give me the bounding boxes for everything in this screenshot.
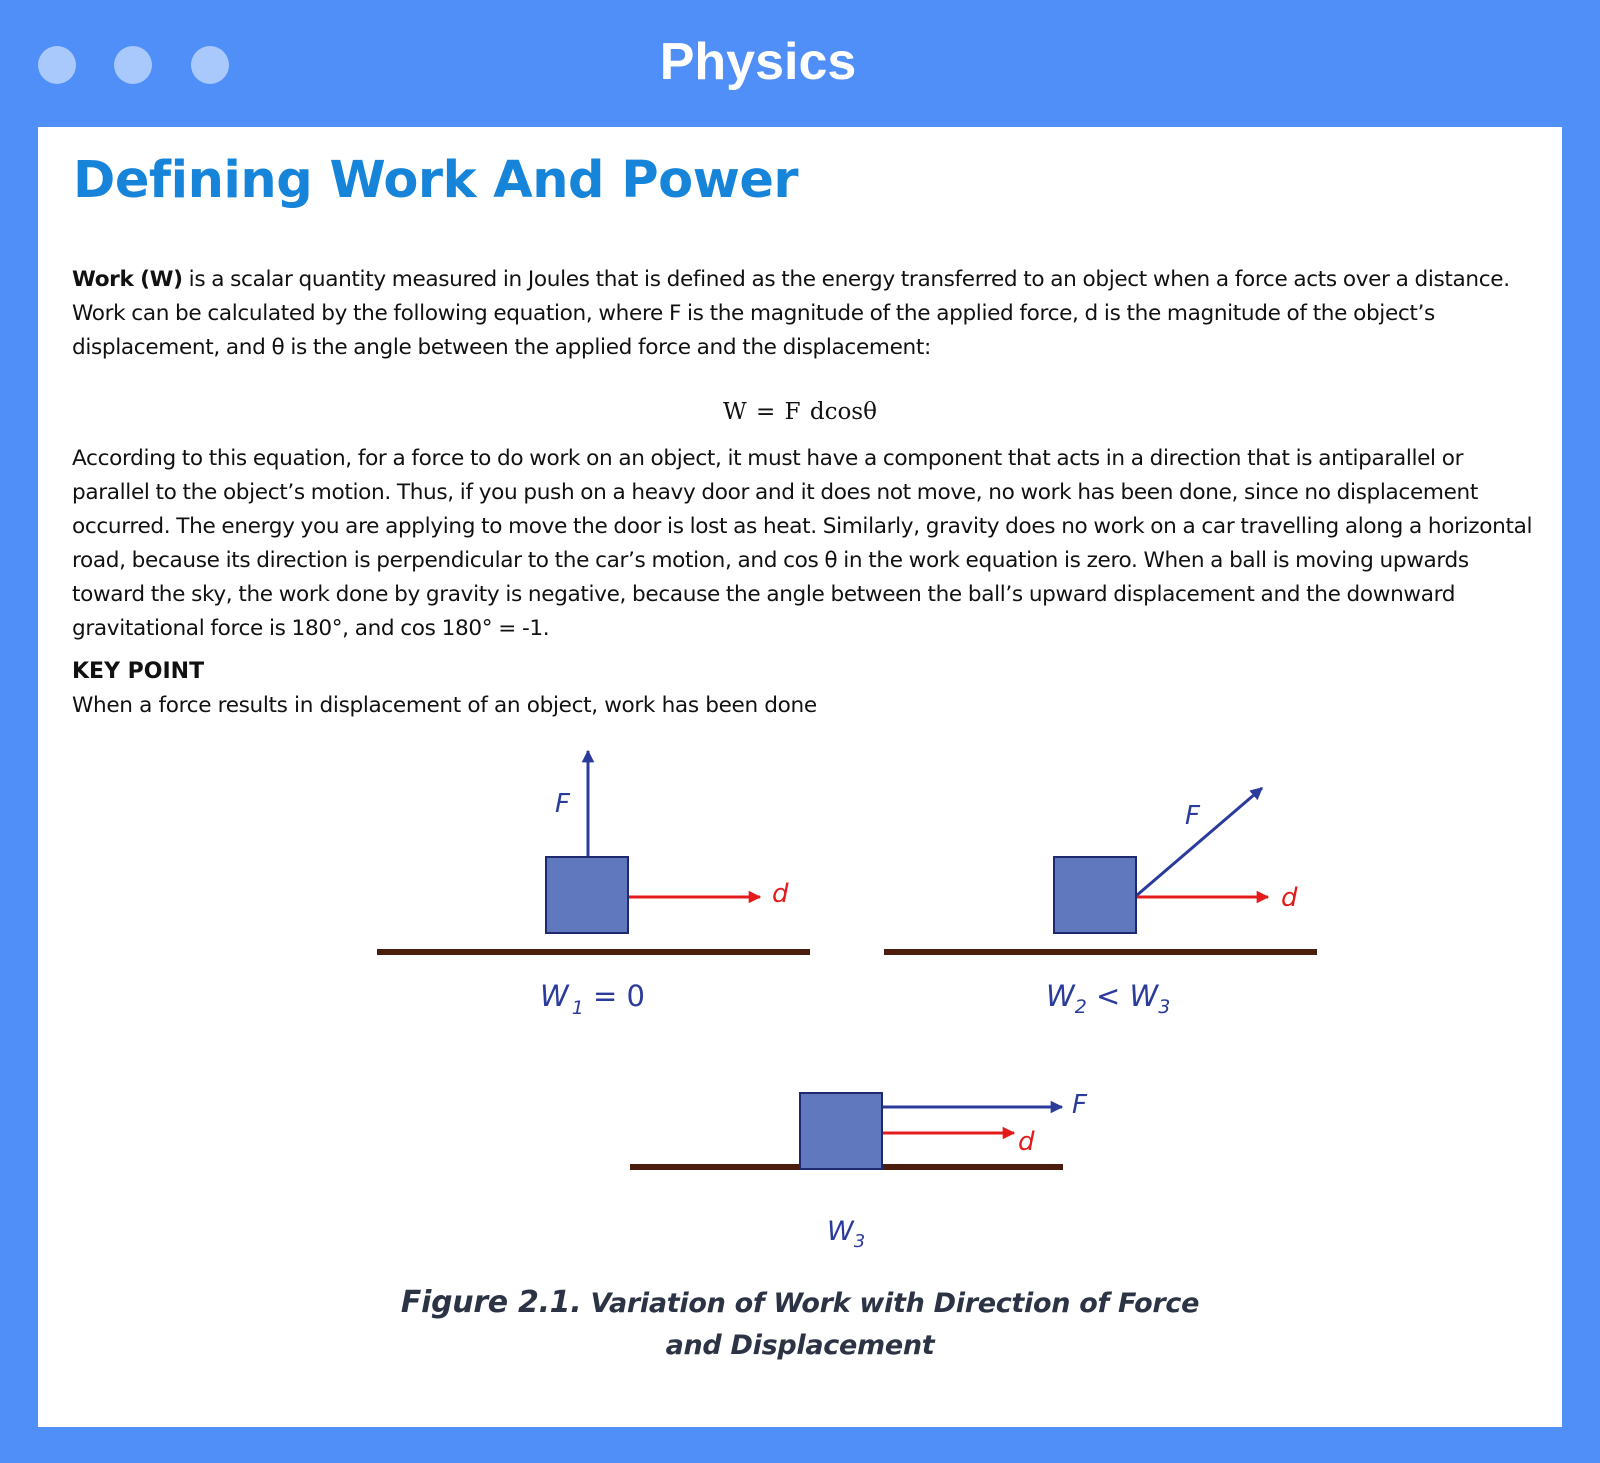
force-label: F — [1072, 1090, 1087, 1120]
explanation-paragraph: According to this equation, for a force to do work on an object, it must have a component that acts in a direction that is antiparallel or parallel to the object’s motion. Thus, if you push on a heavy door and it does not move, no work has been done, since no displacement occurred. The energy you are applying to move the door is lost as heat. Similarly, gravity does no work on a car travelling along a horizontal road, because its direction is perpendicular to the car’s motion, and cos θ in the work equation is zero. When a ball is moving upwards toward the sky, the work done by gravity is negative, because the angle between the ball’s upward displacement and the downward gravitational force is 180°, and cos 180° = -1. — [72, 446, 1533, 641]
force-label: F — [1185, 801, 1200, 831]
figure-caption — [400, 1282, 1200, 1367]
figure-number: Figure 2.1. — [400, 1285, 582, 1320]
diagram-perpendicular-force — [377, 751, 810, 1019]
title-bar — [0, 0, 1600, 127]
window-title: Physics — [659, 33, 857, 91]
result-label-w1: W $_1$ = 0 — [540, 979, 645, 1019]
page-title: Defining Work And Power — [73, 151, 799, 210]
block — [546, 857, 628, 933]
work-equation: W = F dcosθ — [723, 399, 877, 425]
result-label-w3: $W_3$ — [827, 1216, 866, 1252]
work-term: Work (W) — [72, 267, 183, 292]
content-panel — [38, 127, 1562, 1427]
diagram-angled-force — [884, 788, 1317, 1018]
displacement-label: d — [772, 879, 789, 909]
force-label: F — [555, 789, 570, 819]
block — [1054, 857, 1136, 933]
displacement-label: d — [1281, 883, 1298, 913]
displacement-label: d — [1018, 1127, 1035, 1157]
intro-text: is a scalar quantity measured in Joules that is defined as the energy transferred to an object when a force acts over a distance. Work can be calculated by the following equation, where F is the magnitude of the applied force, d is the magnitude of the object’s displacement, and θ is the angle between the applied force and the displacement: — [72, 267, 1510, 360]
result-label-w2-w3: $W_2 < W_3$ — [1046, 979, 1171, 1018]
diagram-parallel-force — [630, 1090, 1088, 1252]
key-point-heading: KEY POINT — [72, 659, 205, 684]
work-direction-figure — [38, 127, 1562, 1427]
block — [800, 1093, 882, 1169]
figure-caption-text: Variation of Work with Direction of Force and Displacement — [581, 1288, 1200, 1361]
key-point-text: When a force results in displacement of an object, work has been done — [72, 693, 817, 718]
